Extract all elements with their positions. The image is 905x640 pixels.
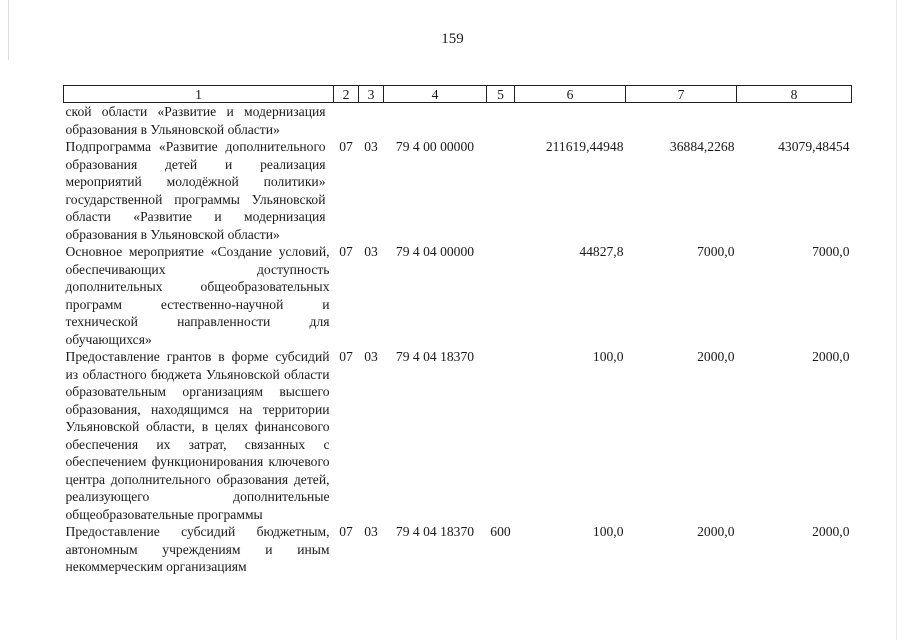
row-amount-8: 2000,0 — [812, 524, 850, 539]
column-header-amount-8: 8 — [737, 86, 852, 103]
table-row — [64, 243, 852, 348]
row-target-code: 79 4 00 00000 — [395, 139, 475, 154]
row-amount-6: 44827,8 — [579, 244, 624, 259]
row-amount-8 — [737, 103, 852, 139]
column-header-name: 1 — [64, 86, 334, 103]
row-amount-8: 2000,0 — [812, 349, 850, 364]
column-header-expense-type: 5 — [487, 86, 515, 103]
row-target-code: 79 4 04 00000 — [395, 244, 475, 259]
row-amount-6: 211619,44948 — [545, 139, 624, 154]
row-subsection: 03 — [364, 139, 378, 154]
table-row — [64, 138, 852, 243]
scan-mark-left — [8, 0, 9, 60]
column-header-amount-7: 7 — [626, 86, 737, 103]
table-row — [64, 348, 852, 523]
row-expense-type — [487, 348, 515, 523]
row-expense-type — [487, 138, 515, 243]
row-expense-type: 600 — [490, 524, 511, 539]
row-amount-7: 2000,0 — [697, 349, 735, 364]
row-section — [334, 103, 359, 139]
row-amount-7: 7000,0 — [697, 244, 735, 259]
column-header-subsection: 3 — [359, 86, 384, 103]
row-expense-type — [487, 243, 515, 348]
row-amount-7: 2000,0 — [697, 524, 735, 539]
column-header-amount-6: 6 — [515, 86, 626, 103]
row-subsection: 03 — [364, 244, 378, 259]
row-section: 07 — [339, 524, 353, 539]
row-name: ской области «Развитие и модернизация образования в Ульяновской области» — [65, 104, 326, 137]
row-amount-6: 100,0 — [592, 524, 624, 539]
table-row — [64, 103, 852, 139]
row-name: Предоставление грантов в форме субсидий из областного бюджета Ульяновской области образовательным организациям высшего образования, находящимся на территории Ульяновской области, в целях финансового обеспечения их затрат, связанных с обеспечением функционирования ключевого центра дополнительного образования детей, реализующего дополнительные общеобразовательные программы — [65, 349, 330, 522]
row-section: 07 — [339, 139, 353, 154]
header-row — [64, 86, 852, 103]
row-amount-6 — [515, 103, 626, 139]
row-target-code — [384, 103, 487, 139]
row-name: Предоставление субсидий бюджетным, автономным учреждениям и иным некоммерческим организациям — [65, 524, 330, 574]
row-amount-8: 7000,0 — [812, 244, 850, 259]
budget-table — [63, 85, 852, 576]
row-target-code: 79 4 04 18370 — [395, 349, 475, 364]
scan-mark-right — [896, 0, 897, 640]
row-subsection — [359, 103, 384, 139]
row-section: 07 — [339, 349, 353, 364]
row-expense-type — [487, 103, 515, 139]
row-amount-8: 43079,48454 — [778, 139, 850, 154]
column-header-section: 2 — [334, 86, 359, 103]
row-subsection: 03 — [364, 524, 378, 539]
table-row — [64, 523, 852, 576]
row-subsection: 03 — [364, 349, 378, 364]
page-number: 159 — [441, 31, 464, 47]
row-amount-7 — [626, 103, 737, 139]
row-amount-7: 36884,2268 — [669, 139, 735, 154]
row-name: Подпрограмма «Развитие дополнительного образования детей и реализация мероприятий молодёжной политики» государственной программы Ульяновской области «Развитие и модернизация образования в Ульяновской области» — [65, 139, 326, 242]
row-target-code: 79 4 04 18370 — [395, 524, 475, 539]
row-amount-6: 100,0 — [592, 349, 624, 364]
row-name: Основное мероприятие «Создание условий, обеспечивающих доступность дополнительных общеобразовательных программ естественно-научной и технической направленности для обучающихся» — [65, 244, 330, 347]
row-section: 07 — [339, 244, 353, 259]
column-header-target-code: 4 — [384, 86, 487, 103]
